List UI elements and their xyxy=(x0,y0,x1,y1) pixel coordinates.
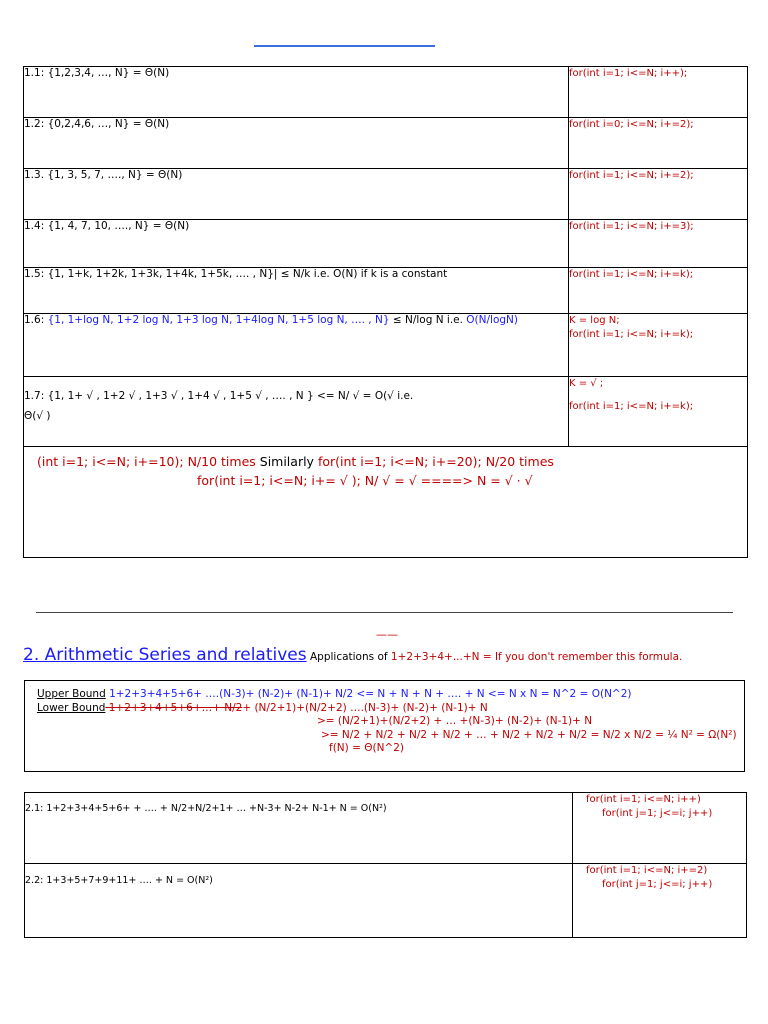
series-table xyxy=(23,66,748,558)
table-row xyxy=(24,447,748,558)
divider-mark: —— xyxy=(376,628,398,641)
row-left xyxy=(24,314,569,377)
table-row xyxy=(24,67,748,118)
row-right: for(int i=1; i<=N; i+=3); xyxy=(569,220,748,268)
sqrt-series-line1: 1.7: {1, 1+ √ , 1+2 √ , 1+3 √ , 1+4 √ , 1+5 √ , …. , N } <= N/ √ = O(√ i.e. xyxy=(24,390,414,402)
row-right: for(int i=0; i<=N; i+=2); xyxy=(569,118,748,169)
section-title: 2. Arithmetic Series and relatives xyxy=(23,645,307,665)
row-left xyxy=(24,377,569,447)
section-divider xyxy=(36,612,733,613)
similarly-cell: (int i=1; i<=N; i+=10); N/10 times Similarly for(int i=1; i<=N; i+=20); N/20 times for(int i=1; i<=N; i+= √ ); N/ √ = √ ====> N = √ · √ xyxy=(24,447,748,558)
table-row xyxy=(25,793,747,864)
row-right: K = log N; for(int i=1; i<=N; i+=k); xyxy=(569,314,748,377)
section-heading xyxy=(23,645,682,665)
row-right: for(int i=1; i<=N; i++); xyxy=(569,67,748,118)
row-left: 1.5: {1, 1+k, 1+2k, 1+3k, 1+4k, 1+5k, …. , N}| ≤ N/k i.e. O(N) if k is a constant xyxy=(24,268,569,314)
row-left: 2.2: 1+3+5+7+9+11+ …. + N = O(N²) xyxy=(25,864,573,938)
table-row xyxy=(24,314,748,377)
row-right: for(int i=1; i<=N; i++) for(int j=1; j<=i; j++) xyxy=(573,793,747,864)
upper-bound: Upper Bound 1+2+3+4+5+6+ ….(N-3)+ (N-2)+ (N-1)+ N/2 <= N + N + N + …. + N <= N x N = N^2 = O(N^2) xyxy=(37,688,632,700)
lower-step-1: >= (N/2+1)+(N/2+2) + … +(N-3)+ (N-2)+ (N-1)+ N xyxy=(317,715,593,727)
log-series: {1, 1+log N, 1+2 log N, 1+3 log N, 1+4log N, 1+5 log N, …. , N} xyxy=(47,314,390,326)
big-o: O(N/logN) xyxy=(466,314,519,326)
lower-bound: Lower Bound 1+2+3+4+5+6+…+ N/2+ (N/2+1)+(N/2+2) ….(N-3)+ (N-2)+ (N-1)+ N xyxy=(37,701,488,714)
row-bound: ≤ N/log N i.e. xyxy=(389,314,467,326)
header-rule xyxy=(254,45,435,47)
lower-step-2: >= N/2 + N/2 + N/2 + N/2 + … + N/2 + N/2 + N/2 = N/2 x N/2 = ¼ N² = Ω(N²) xyxy=(321,728,737,741)
arith-table xyxy=(24,792,747,938)
row-left: 2.1: 1+2+3+4+5+6+ + …. + N/2+N/2+1+ … +N-3+ N-2+ N-1+ N = O(N²) xyxy=(25,793,573,864)
table-row xyxy=(24,169,748,220)
applications-label: Applications of xyxy=(309,651,391,663)
row-left: 1.3. {1, 3, 5, 7, …., N} = Θ(N) xyxy=(24,169,569,220)
row-right: for(int i=1; i<=N; i+=k); xyxy=(569,268,748,314)
theta-result: f(N) = Θ(N^2) xyxy=(329,742,405,754)
row-left: 1.4: {1, 4, 7, 10, …., N} = Θ(N) xyxy=(24,220,569,268)
row-right: for(int i=1; i<=N; i+=2) for(int j=1; j<=i; j++) xyxy=(573,864,747,938)
row-prefix: 1.6: xyxy=(24,314,48,326)
table-row xyxy=(24,118,748,169)
row-right: for(int i=1; i<=N; i+=2); xyxy=(569,169,748,220)
table-row xyxy=(24,377,748,447)
row-left: 1.2: {0,2,4,6, …, N} = Θ(N) xyxy=(24,118,569,169)
table-row xyxy=(24,268,748,314)
sqrt-series-line2: Θ(√ ) xyxy=(24,410,51,422)
applications-formula: 1+2+3+4+...+N = If you don't remember this formula. xyxy=(390,651,683,663)
table-row xyxy=(24,220,748,268)
row-left: 1.1: {1,2,3,4, …, N} = Θ(N) xyxy=(24,67,569,118)
row-right: K = √ ; for(int i=1; i<=N; i+=k); xyxy=(569,377,748,447)
table-row xyxy=(25,864,747,938)
bounds-box xyxy=(24,680,745,772)
